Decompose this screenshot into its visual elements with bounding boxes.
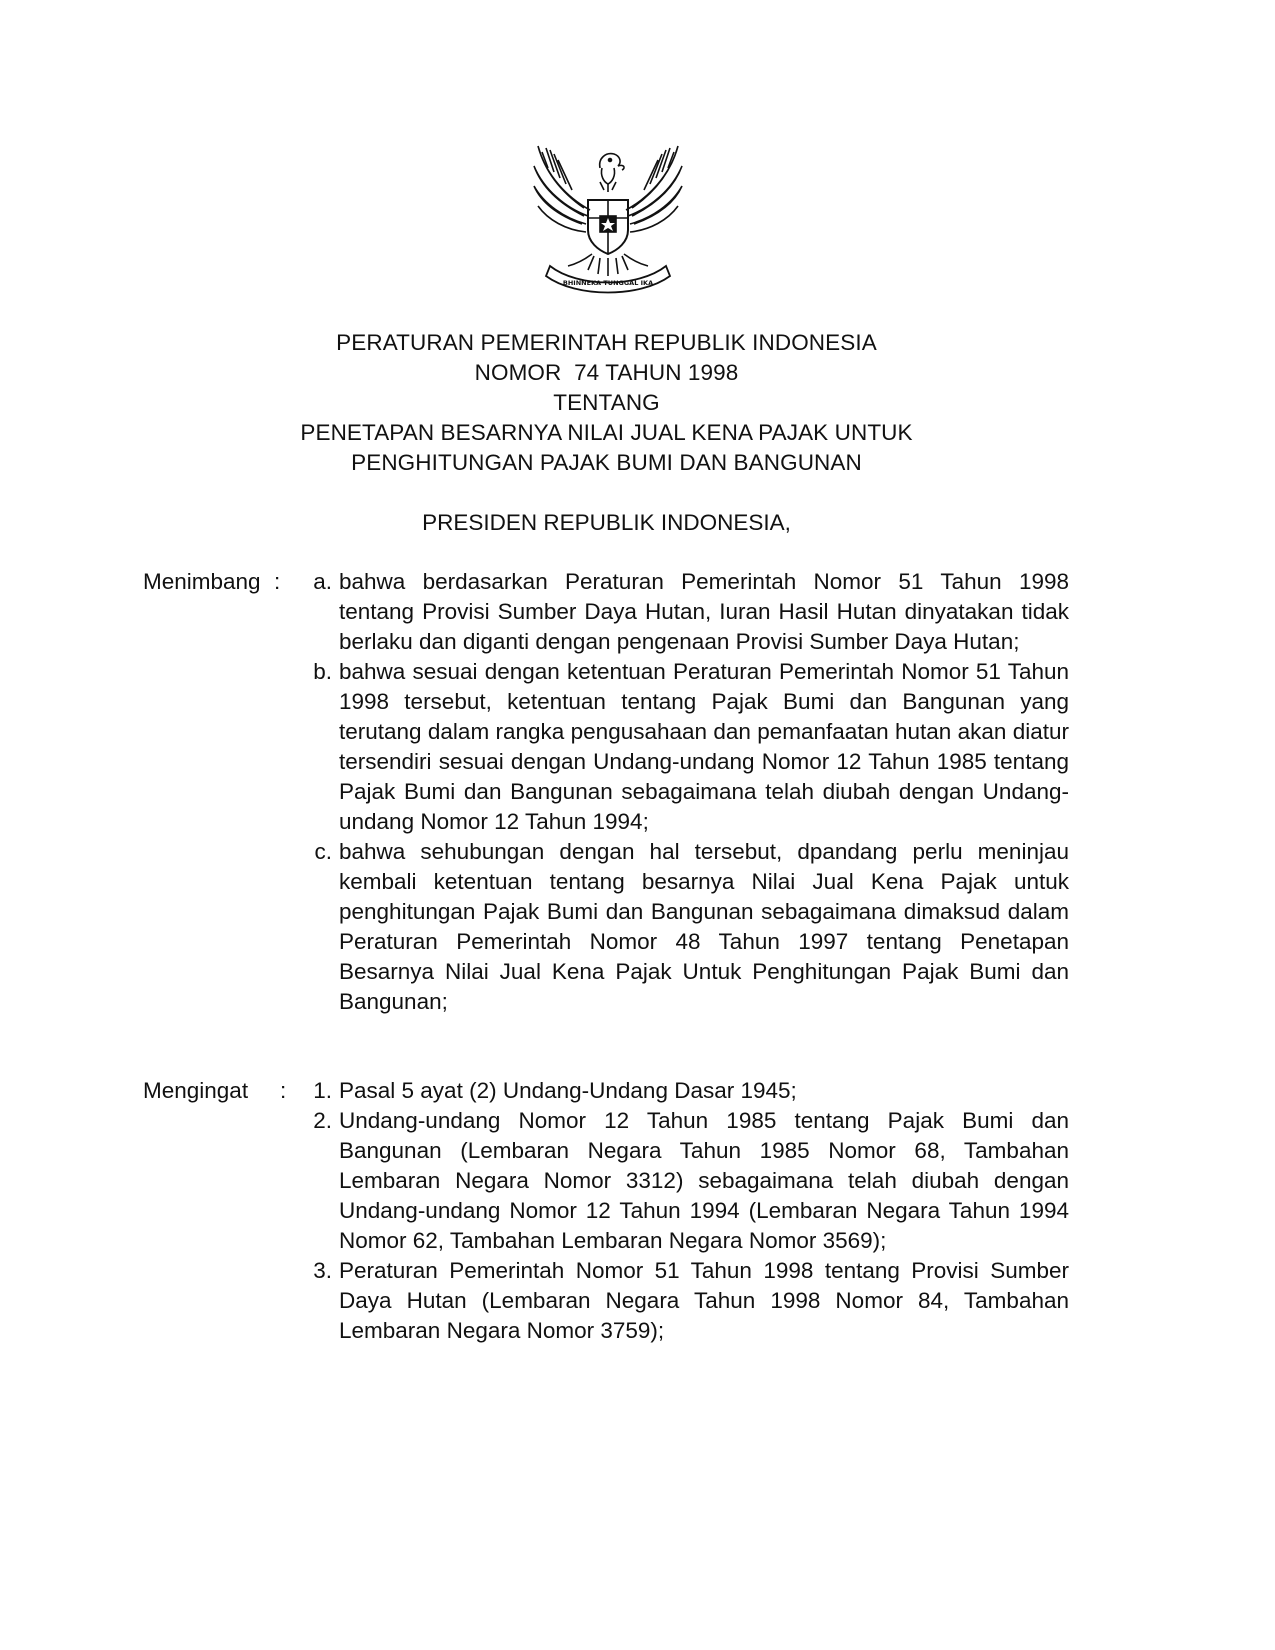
menimbang-item-b [0, 657, 1275, 837]
mengingat-item-3 [0, 1256, 1275, 1346]
title-line-4: PENETAPAN BESARNYA NILAI JUAL KENA PAJAK UNTUK [300, 420, 913, 445]
president-heading: PRESIDEN REPUBLIK INDONESIA, [422, 510, 791, 535]
mengingat-item-2 [0, 1106, 1275, 1256]
item-marker: a. [313, 569, 332, 594]
title-line-2: NOMOR 74 TAHUN 1998 [474, 360, 739, 385]
document-title [0, 328, 1213, 478]
item-marker: b. [313, 659, 332, 684]
item-marker: 1. [313, 1078, 332, 1103]
title-line-5: PENGHITUNGAN PAJAK BUMI DAN BANGUNAN [351, 450, 862, 475]
item-text: Pasal 5 ayat (2) Undang-Undang Dasar 1945; [339, 1078, 797, 1103]
title-line-1: PERATURAN PEMERINTAH REPUBLIK INDONESIA [336, 330, 877, 355]
menimbang-item-a [0, 567, 1275, 657]
title-line-3: TENTANG [553, 390, 660, 415]
item-text: bahwa sehubungan dengan hal tersebut, dpandang perlu meninjau kembali ketentuan tentang besarnya Nilai Jual Kena Pajak untuk penghitungan Pajak Bumi dan Bangunan sebagaimana dimaksud dalam Peraturan Pemerintah Nomor 48 Tahun 1997 tentang Penetapan Besarnya Nilai Jual Kena Pajak Untuk Penghitungan Pajak Bumi dan Bangunan; [339, 839, 1069, 1014]
menimbang-section [0, 567, 1275, 1017]
emblem-motto: BHINNEKA TUNGGAL IKA [562, 279, 654, 287]
mengingat-label: Mengingat [143, 1078, 249, 1103]
item-marker: c. [314, 839, 332, 864]
garuda-emblem [528, 138, 688, 300]
mengingat-item-1 [0, 1076, 1275, 1106]
item-marker: 2. [313, 1108, 332, 1133]
menimbang-item-c [0, 837, 1275, 1017]
item-text: Undang-undang Nomor 12 Tahun 1985 tentang Pajak Bumi dan Bangunan (Lembaran Negara Tahun 1985 Nomor 68, Tambahan Lembaran Negara Nomor 3312) sebagaimana telah diubah dengan Undang-undang Nomor 12 Tahun 1994 (Lembaran Negara Tahun 1994 Nomor 62, Tambahan Lembaran Negara Nomor 3569); [339, 1108, 1069, 1253]
menimbang-colon: : [274, 569, 281, 594]
mengingat-colon: : [280, 1078, 287, 1103]
menimbang-label: Menimbang [143, 569, 261, 594]
item-text: bahwa berdasarkan Peraturan Pemerintah Nomor 51 Tahun 1998 tentang Provisi Sumber Daya Hutan, Iuran Hasil Hutan dinyatakan tidak berlaku dan diganti dengan pengenaan Provisi Sumber Daya Hutan; [339, 569, 1069, 654]
item-text: Peraturan Pemerintah Nomor 51 Tahun 1998 tentang Provisi Sumber Daya Hutan (Lembaran Negara Tahun 1998 Nomor 84, Tambahan Lembaran Negara Nomor 3759); [339, 1258, 1069, 1343]
mengingat-section [0, 1076, 1275, 1346]
item-marker: 3. [313, 1258, 332, 1283]
item-text: bahwa sesuai dengan ketentuan Peraturan Pemerintah Nomor 51 Tahun 1998 tersebut, ketentuan tentang Pajak Bumi dan Bangunan yang terutang dalam rangka pengusahaan dan pemanfaatan hutan akan diatur tersendiri sesuai dengan Undang-undang Nomor 12 Tahun 1985 tentang Pajak Bumi dan Bangunan sebagaimana telah diubah dengan Undang-undang Nomor 12 Tahun 1994; [339, 659, 1069, 834]
